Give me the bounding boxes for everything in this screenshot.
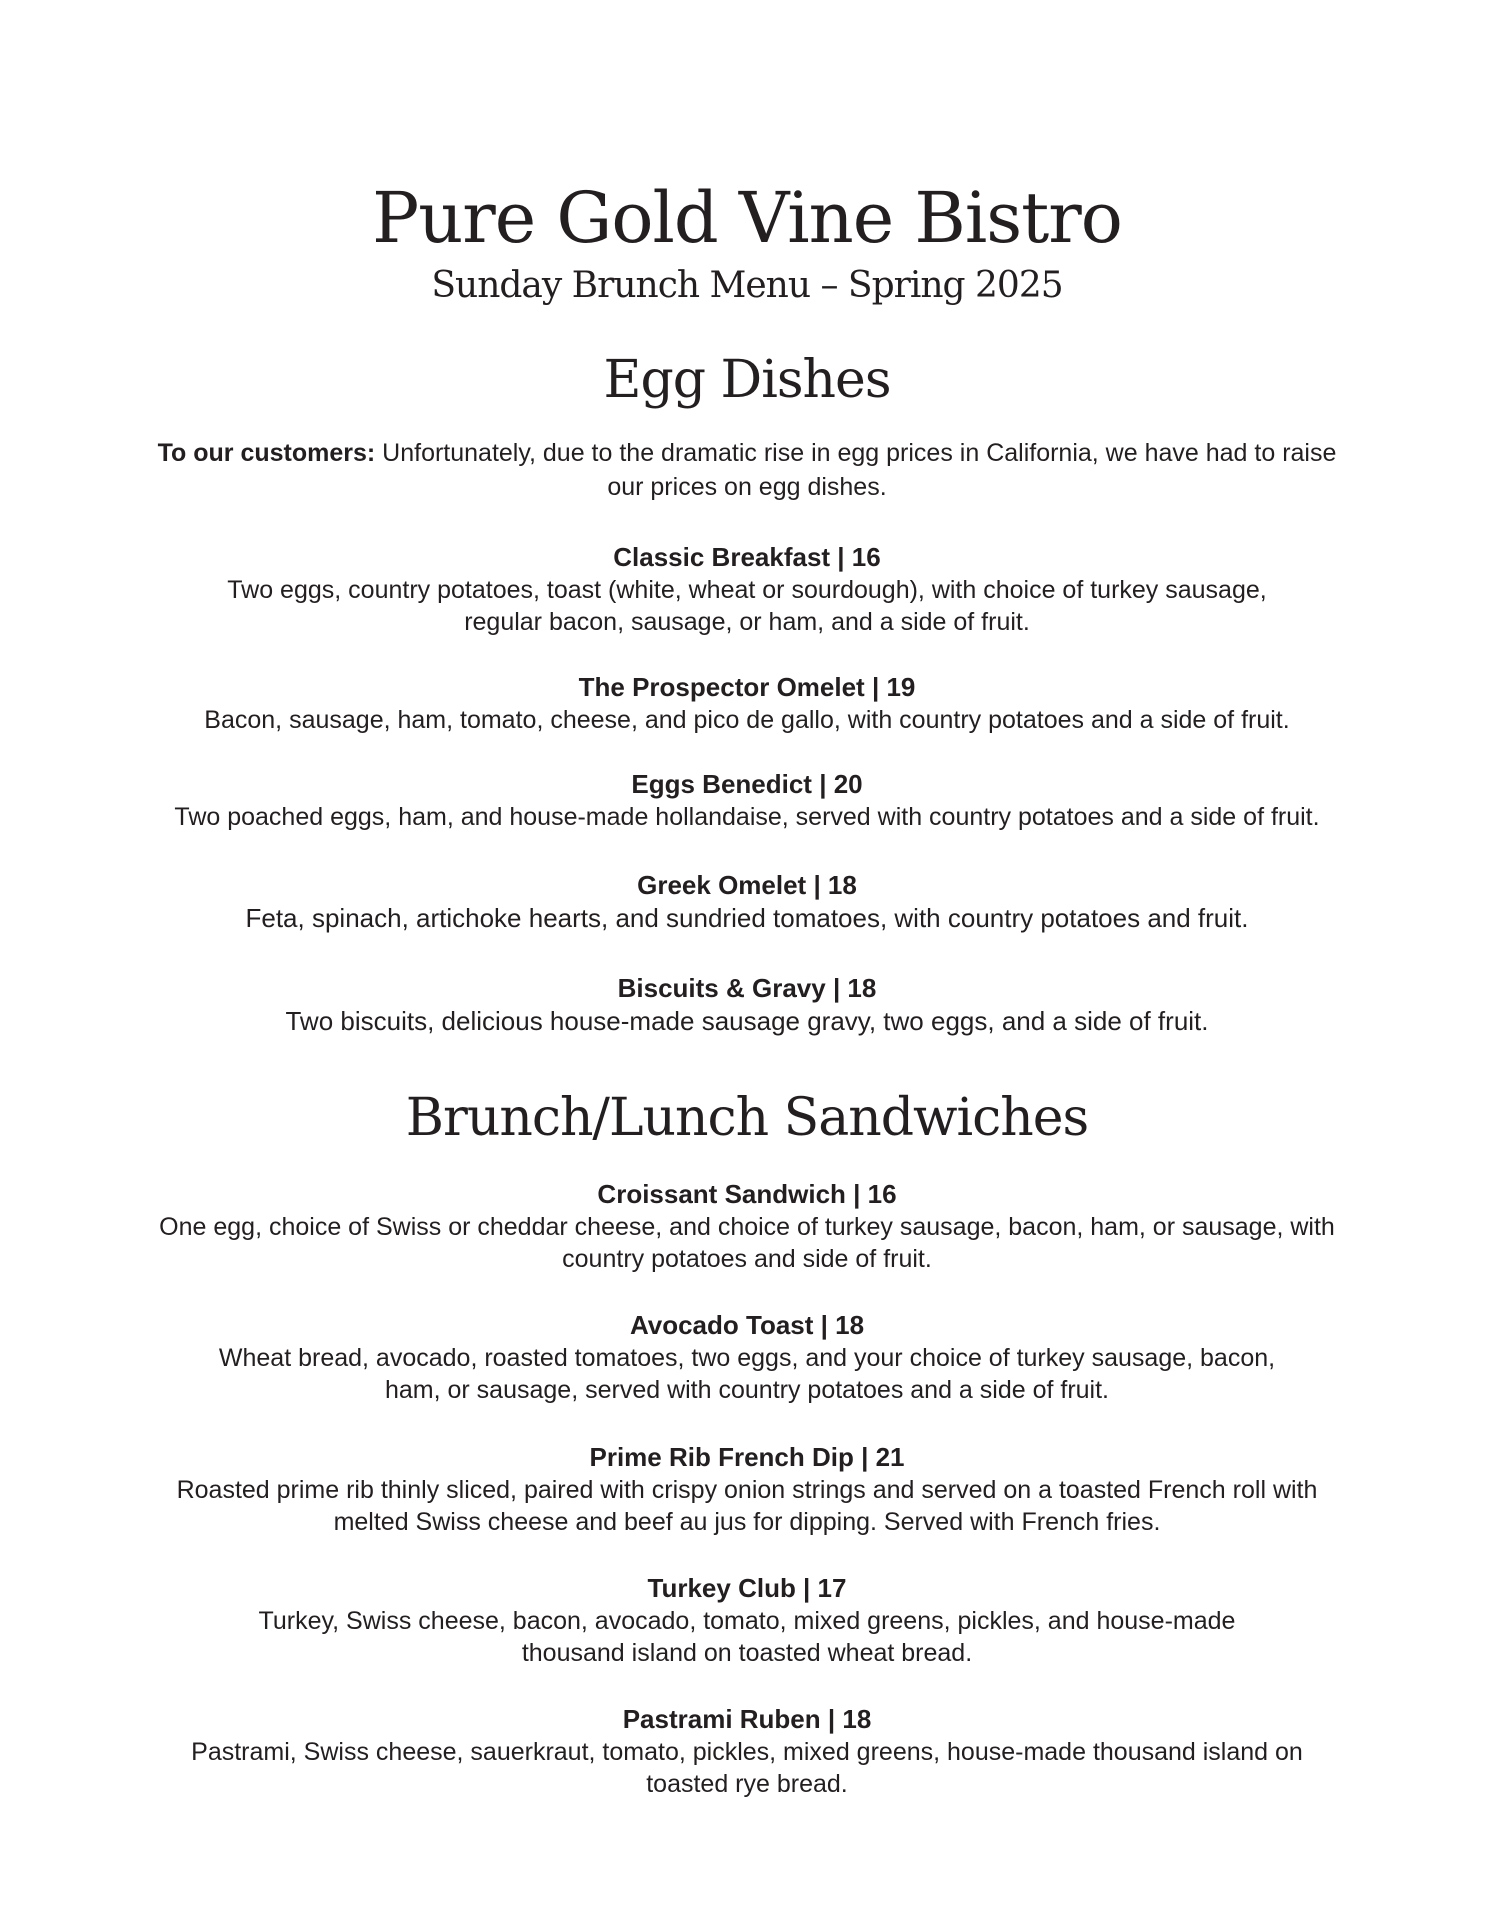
menu-item-title: Greek Omelet | 18 — [637, 870, 857, 900]
menu-item — [120, 1440, 1374, 1538]
menu-item — [120, 670, 1374, 736]
menu-subtitle: Sunday Brunch Menu – Spring 2025 — [431, 265, 1063, 306]
menu-item-title: Biscuits & Gravy | 18 — [617, 973, 877, 1003]
menu-item — [120, 1702, 1374, 1800]
notice-label: To our customers: — [157, 439, 376, 467]
menu-item-title: Turkey Club | 17 — [647, 1573, 847, 1603]
menu-item-description: Turkey, Swiss cheese, bacon, avocado, tomato, mixed greens, pickles, and house-made thousand island on toasted wheat bread. — [258, 1607, 1236, 1667]
menu-item-description: Roasted prime rib thinly sliced, paired with crispy onion strings and served on a toasted French roll with melted Swiss cheese and beef au jus for dipping. Served with French fries. — [176, 1476, 1318, 1536]
menu-item-title: Croissant Sandwich | 16 — [597, 1179, 897, 1209]
section-heading-egg-dishes: Egg Dishes — [603, 350, 891, 410]
section-heading-sandwiches: Brunch/Lunch Sandwiches — [405, 1088, 1089, 1148]
menu-item-description: Bacon, sausage, ham, tomato, cheese, and pico de gallo, with country potatoes and a side of fruit. — [204, 706, 1290, 734]
menu-item-title: Classic Breakfast | 16 — [613, 542, 881, 572]
menu-item-title: Pastrami Ruben | 18 — [622, 1704, 872, 1734]
menu-item-title: The Prospector Omelet | 19 — [578, 672, 916, 702]
menu-item-description: Wheat bread, avocado, roasted tomatoes, two eggs, and your choice of turkey sausage, bacon, ham, or sausage, served with country potatoes and a side of fruit. — [218, 1344, 1276, 1404]
menu-item-description: Feta, spinach, artichoke hearts, and sundried tomatoes, with country potatoes and fruit. — [245, 903, 1249, 933]
menu-item-title: Prime Rib French Dip | 21 — [589, 1442, 905, 1472]
notice-text: Unfortunately, due to the dramatic rise in egg prices in California, we have had to raise our prices on egg dishes. — [382, 439, 1337, 501]
menu-item — [120, 767, 1374, 833]
menu-item-description: Two biscuits, delicious house-made sausage gravy, two eggs, and a side of fruit. — [285, 1006, 1209, 1036]
menu-item — [120, 540, 1374, 638]
menu-item-description: Pastrami, Swiss cheese, sauerkraut, tomato, pickles, mixed greens, house-made thousand island on toasted rye bread. — [191, 1738, 1303, 1798]
menu-item-description: Two eggs, country potatoes, toast (white, wheat or sourdough), with choice of turkey sausage, regular bacon, sausage, or ham, and a side of fruit. — [227, 576, 1267, 636]
menu-item-title: Eggs Benedict | 20 — [631, 769, 863, 799]
customer-notice — [150, 436, 1344, 504]
menu-item — [120, 1571, 1374, 1669]
restaurant-name: Pure Gold Vine Bistro — [372, 177, 1122, 259]
menu-item-title: Avocado Toast | 18 — [629, 1310, 865, 1340]
menu-item — [120, 868, 1374, 934]
menu-item — [120, 1308, 1374, 1406]
menu-item-description: Two poached eggs, ham, and house-made hollandaise, served with country potatoes and a side of fruit. — [174, 803, 1320, 831]
menu-item — [120, 1177, 1374, 1275]
menu-item-description: One egg, choice of Swiss or cheddar cheese, and choice of turkey sausage, bacon, ham, or sausage, with country potatoes and side of fruit. — [159, 1213, 1335, 1273]
menu-item — [120, 971, 1374, 1037]
